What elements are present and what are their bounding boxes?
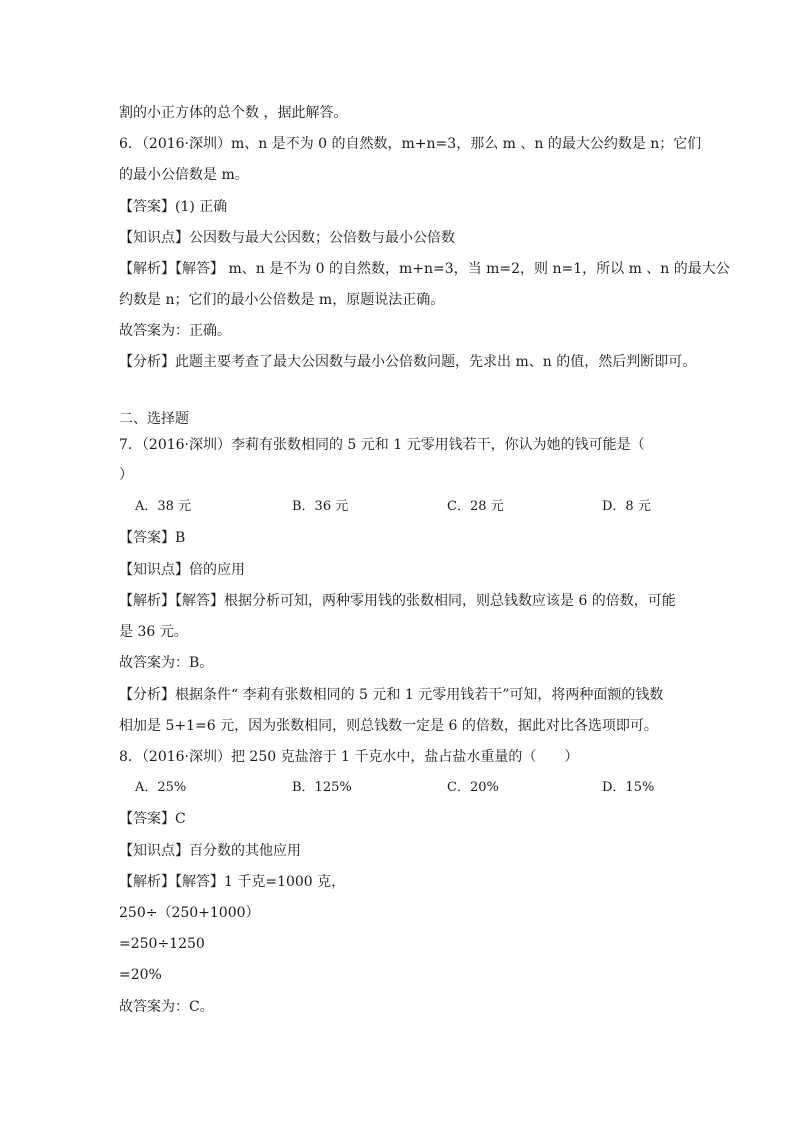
calculation-line: =20% <box>119 967 162 983</box>
solution-line-cont: 约数是 n；它们的最小公倍数是 m，原题说法正确。 <box>119 292 445 308</box>
q8-option-c: C．20% <box>447 780 499 795</box>
solution-line: 【解析】【解答】 m、n 是不为 0 的自然数，m+n=3，当 m=2，则 n=1，所以 m 、n 的最大公 <box>119 261 730 277</box>
solution-line: 【解析】【解答】1 千克=1000 克， <box>119 874 346 890</box>
section-heading: 二、选择题 <box>119 411 189 427</box>
question-7-stem: 7．（2016·深圳）李莉有张数相同的 5 元和 1 元零用钱若干，你认为她的钱可能是（ <box>119 437 645 453</box>
calculation-line: =250÷1250 <box>119 936 205 952</box>
question-6-stem-cont: 的最小公倍数是 m。 <box>119 167 249 183</box>
knowledge-point-line: 【知识点】百分数的其他应用 <box>119 843 301 859</box>
knowledge-point-line: 【知识点】公因数与最大公因数；公倍数与最小公倍数 <box>119 230 455 246</box>
answer-line: 【答案】C <box>119 811 186 827</box>
knowledge-point-line: 【知识点】倍的应用 <box>119 562 245 578</box>
solution-line: 【解析】【解答】根据分析可知，两种零用钱的张数相同，则总钱数应该是 6 的倍数，可能 <box>119 593 676 609</box>
q7-option-d: D．8 元 <box>602 499 651 514</box>
answer-line: 【答案】B <box>119 530 186 546</box>
final-answer-line: 故答案为：B。 <box>119 655 214 671</box>
q8-option-b: B．125% <box>292 780 352 795</box>
question-8-stem: 8．（2016·深圳）把 250 克盐溶于 1 千克水中，盐占盐水重量的（ ） <box>119 749 579 765</box>
answer-line: 【答案】(1) 正确 <box>119 199 228 215</box>
analysis-line: 【分析】此题主要考查了最大公因数与最小公倍数问题，先求出 m、n 的值，然后判断即可。 <box>119 354 697 370</box>
q8-option-a: A．25% <box>135 780 187 795</box>
question-7-stem-cont: ） <box>119 467 133 483</box>
analysis-line-cont: 相加是 5+1=6 元，因为张数相同，则总钱数一定是 6 的倍数，据此对比各选项即可。 <box>119 718 658 734</box>
calculation-line: 250÷（250+1000） <box>119 905 260 921</box>
question-6-stem: 6．（2016·深圳）m、n 是不为 0 的自然数，m+n=3，那么 m 、n 的最大公约数是 n；它们 <box>119 136 702 152</box>
analysis-line: 【分析】根据条件“ 李莉有张数相同的 5 元和 1 元零用钱若干”可知，将两种面额的钱数 <box>119 687 664 703</box>
q7-option-b: B．36 元 <box>292 499 349 514</box>
final-answer-line: 故答案为：C。 <box>119 999 214 1015</box>
q8-option-d: D．15% <box>602 780 655 795</box>
q7-option-a: A．38 元 <box>135 499 192 514</box>
text-line: 割的小正方体的总个数 ，据此解答。 <box>119 105 348 121</box>
final-answer-line: 故答案为：正确。 <box>119 323 231 339</box>
solution-line-cont: 是 36 元。 <box>119 624 188 640</box>
q7-option-c: C．28 元 <box>447 499 504 514</box>
